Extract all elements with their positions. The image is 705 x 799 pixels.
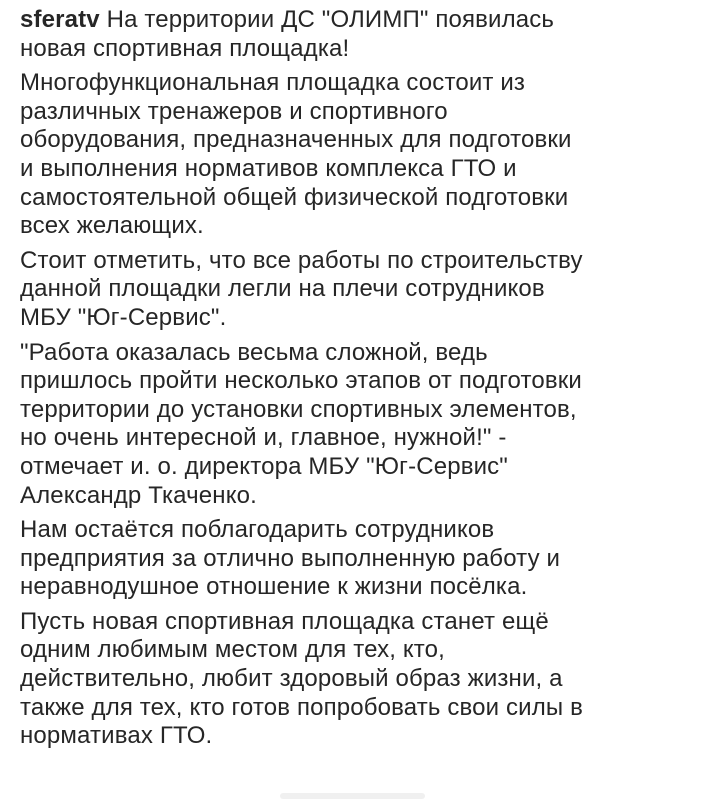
caption-paragraph: Многофункциональная площадка состоит из различных тренажеров и спортивного оборудования, предназначенных для подготовки и выполнения нормативов комплекса ГТО и самостоятельной общей физической подготовки всех желающих.	[20, 69, 572, 240]
scroll-indicator	[280, 793, 425, 799]
post-caption	[20, 6, 696, 757]
caption-first-line: На территории ДС "ОЛИМП" появилась новая спортивная площадка!	[20, 6, 555, 62]
caption-paragraph: "Работа оказалась весьма сложной, ведь пришлось пройти несколько этапов от подготовки территории до установки спортивных элементов, но очень интересной и, главное, нужной!" - отмечает и. о. директора МБУ "Юг-Сервис" Александр Ткаченко.	[20, 338, 582, 509]
caption-paragraph: Стоит отметить, что все работы по строительству данной площадки легли на плечи сотрудников МБУ "Юг-Сервис".	[20, 246, 583, 331]
username-link[interactable]: sferatv	[20, 6, 100, 33]
caption-paragraph: Пусть новая спортивная площадка станет ещё одним любимым местом для тех, кто, действительно, любит здоровый образ жизни, а также для тех, кто готов попробовать свои силы в нормативах ГТО.	[20, 607, 584, 750]
caption-paragraph: Нам остаётся поблагодарить сотрудников предприятия за отлично выполненную работу и неравнодушное отношение к жизни посёлка.	[20, 516, 561, 601]
caption-first-paragraph	[20, 6, 696, 63]
